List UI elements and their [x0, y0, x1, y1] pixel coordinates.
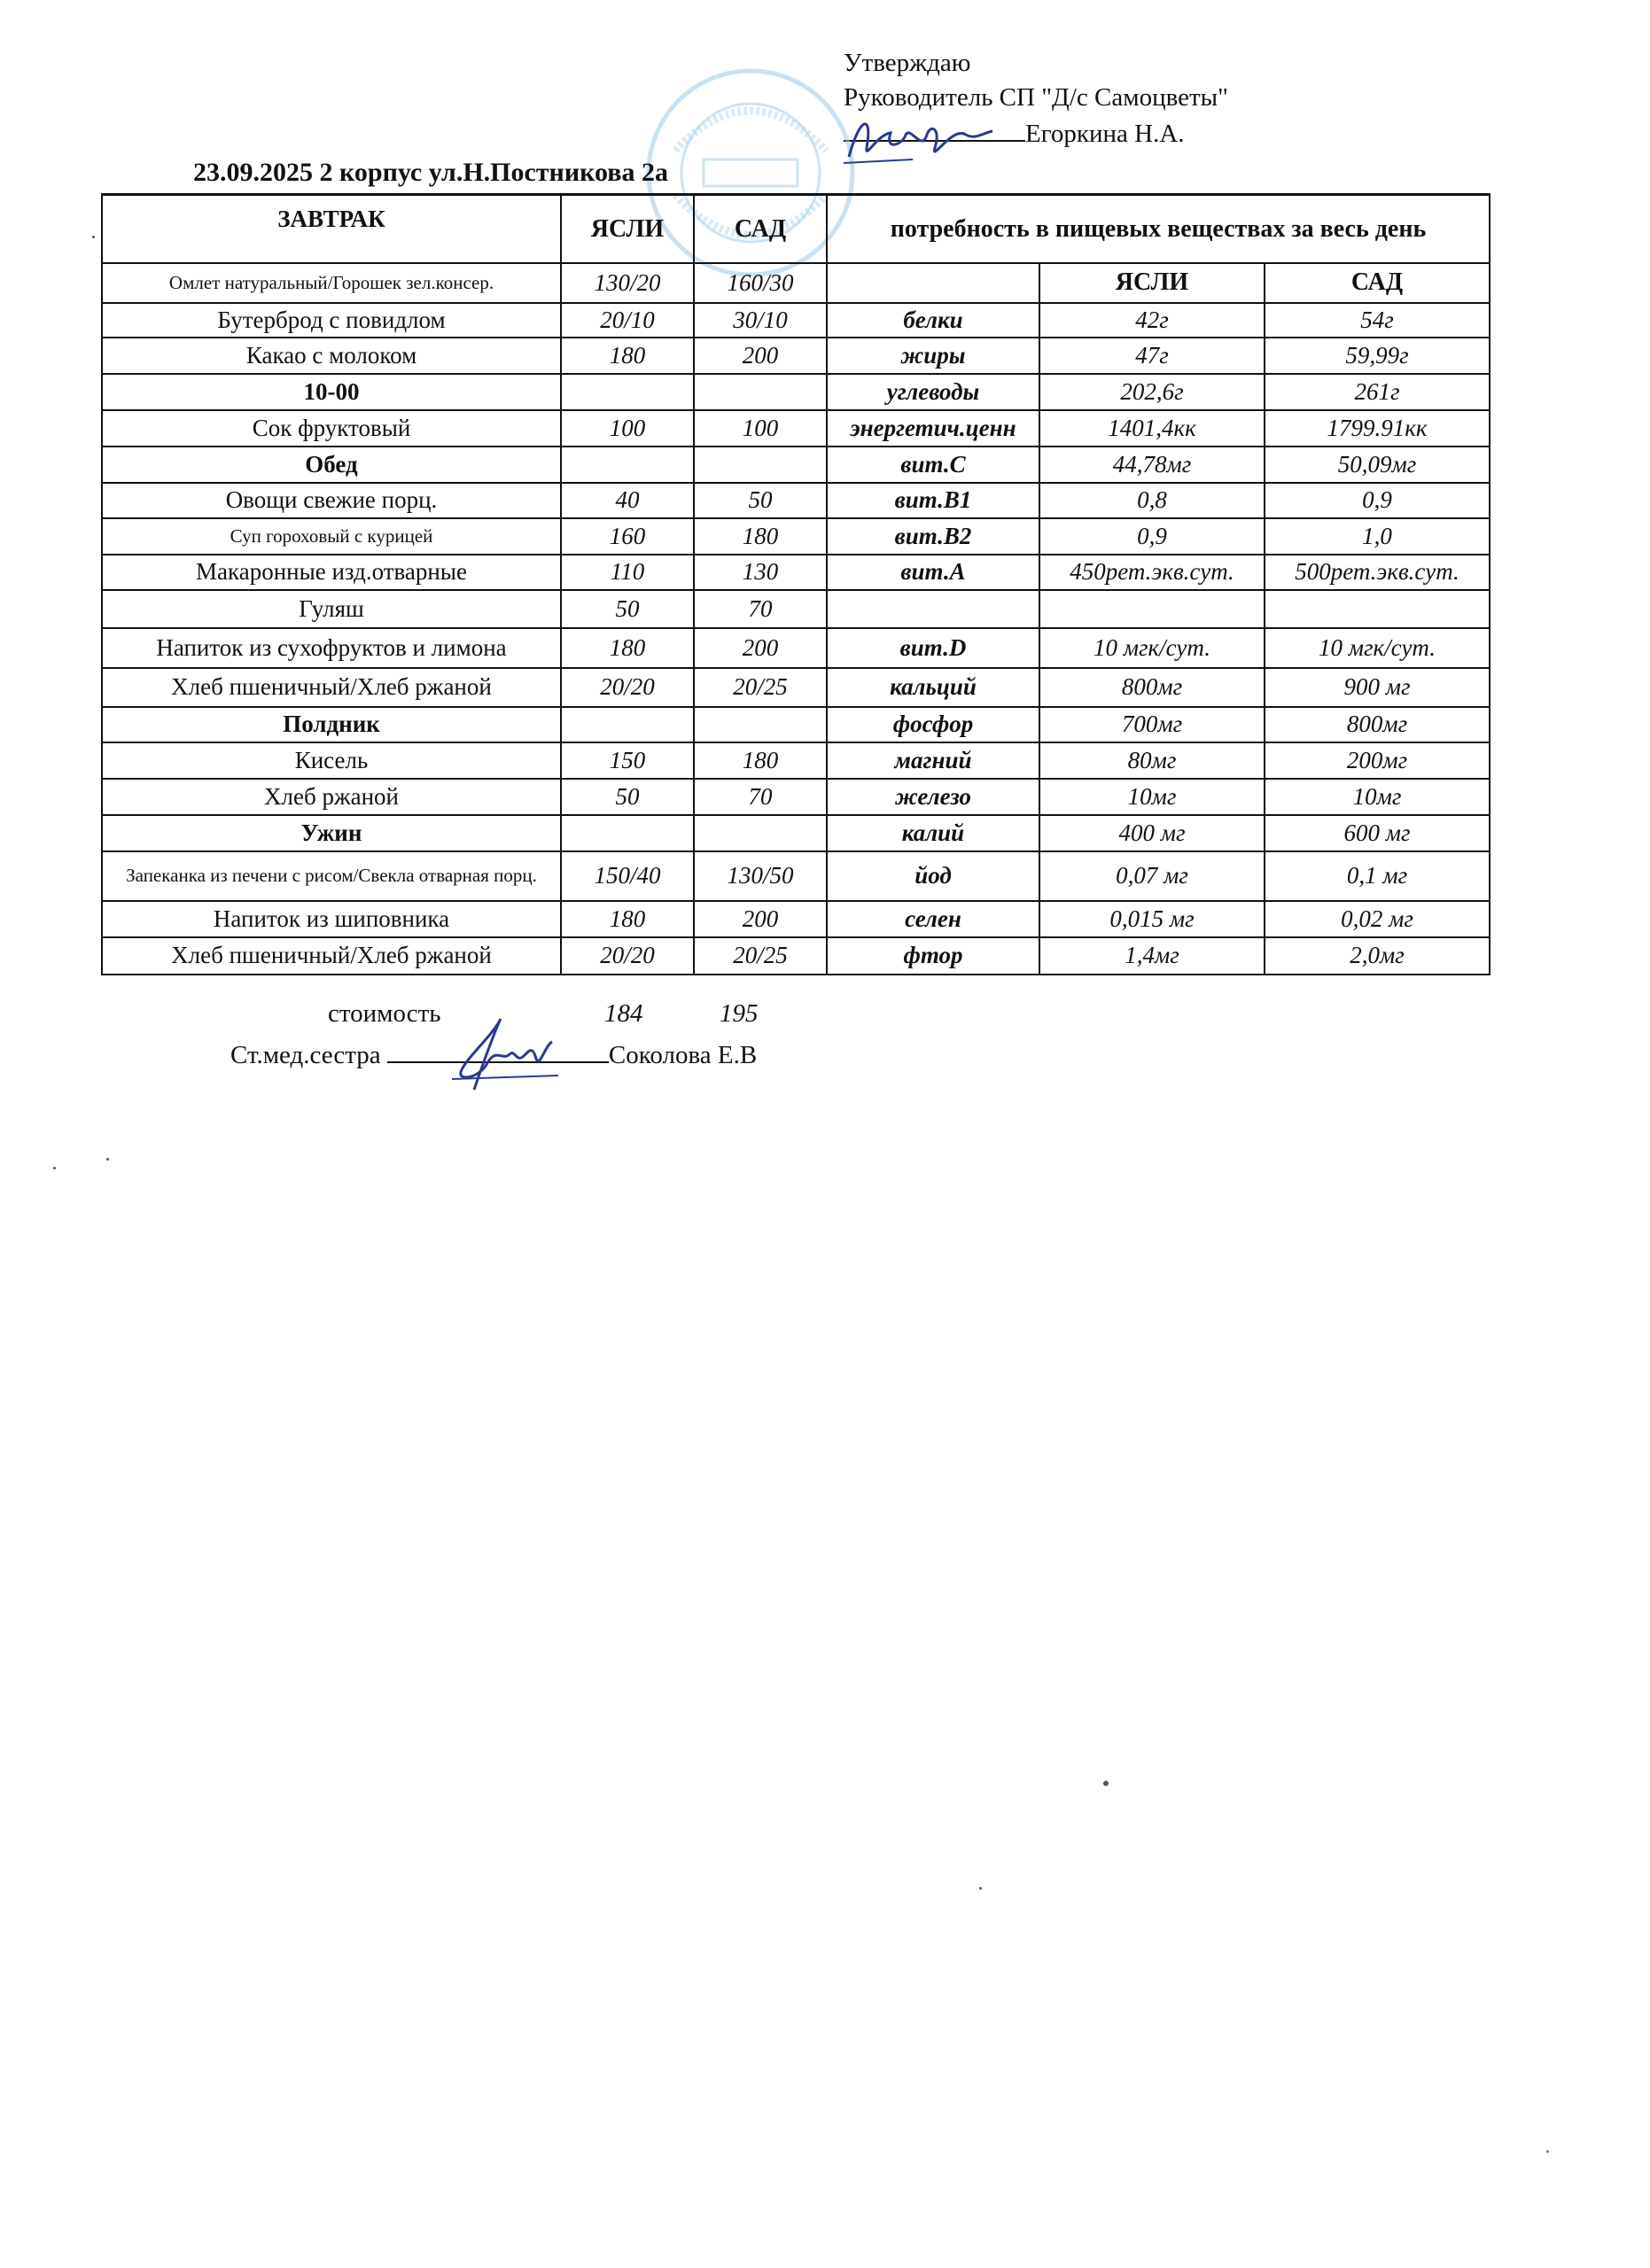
nutrient-sad	[1265, 590, 1490, 628]
portion-sad: 180	[694, 518, 827, 555]
nutrient-yasli: 10мг	[1039, 779, 1265, 815]
nutrient-name: фтор	[827, 937, 1039, 975]
nutrient-yasli: 1,4мг	[1039, 937, 1265, 975]
nutrient-name: энергетич.ценн	[827, 410, 1039, 447]
nutrient-sad: 600 мг	[1265, 815, 1490, 851]
nutrient-name: углеводы	[827, 374, 1039, 410]
nutrient-yasli: 10 мгк/сут.	[1039, 628, 1265, 668]
nutrient-name: вит.D	[827, 628, 1039, 668]
dish-name: Напиток из сухофруктов и лимона	[102, 628, 561, 668]
portion-sad: 50	[694, 483, 827, 518]
nutrient-name: жиры	[827, 338, 1039, 374]
nutrient-yasli: 47г	[1039, 338, 1265, 374]
portion-sad: 200	[694, 628, 827, 668]
table-row	[102, 851, 1490, 901]
table-row	[102, 779, 1490, 815]
portion-yasli: 180	[561, 338, 694, 374]
portion-sad: 200	[694, 338, 827, 374]
nutrient-yasli: 1401,4кк	[1039, 410, 1265, 447]
scan-speck	[106, 1158, 109, 1161]
portion-sad: 160/30	[694, 263, 827, 303]
portion-yasli: 180	[561, 628, 694, 668]
dish-name: Гуляш	[102, 590, 561, 628]
nutrient-sad: 200мг	[1265, 742, 1490, 779]
nutrient-yasli: 42г	[1039, 303, 1265, 338]
portion-yasli	[561, 374, 694, 410]
scan-speck	[1546, 2150, 1549, 2153]
nutrient-yasli	[1039, 590, 1265, 628]
portion-sad	[694, 374, 827, 410]
portion-yasli: 50	[561, 590, 694, 628]
portion-yasli: 160	[561, 518, 694, 555]
dish-name: Бутерброд с повидлом	[102, 303, 561, 338]
nutrient-name	[827, 590, 1039, 628]
nutrient-name: селен	[827, 901, 1039, 937]
nutrient-name: вит.А	[827, 555, 1039, 590]
director-signature-icon	[842, 108, 997, 170]
portion-yasli: 100	[561, 410, 694, 447]
table-row	[102, 668, 1490, 707]
nutrient-sad: 800мг	[1265, 707, 1490, 742]
dish-name: Хлеб пшеничный/Хлеб ржаной	[102, 937, 561, 975]
dish-name: Хлеб ржаной	[102, 779, 561, 815]
dish-name: Запеканка из печени с рисом/Свекла отварная порц.	[102, 851, 561, 901]
table-row	[102, 374, 1490, 410]
portion-yasli: 130/20	[561, 263, 694, 303]
dish-name: Сок фруктовый	[102, 410, 561, 447]
nutrient-name: вит.С	[827, 447, 1039, 483]
scan-speck	[92, 236, 95, 238]
portion-yasli	[561, 815, 694, 851]
scan-speck	[53, 1167, 56, 1169]
portion-sad: 100	[694, 410, 827, 447]
table-row	[102, 707, 1490, 742]
nutrient-sad: 54г	[1265, 303, 1490, 338]
portion-yasli: 20/20	[561, 668, 694, 707]
portion-sad: 70	[694, 779, 827, 815]
menu-table	[101, 193, 1490, 975]
nutrient-yasli: 0,8	[1039, 483, 1265, 518]
nutrient-yasli: 700мг	[1039, 707, 1265, 742]
portion-yasli	[561, 447, 694, 483]
approval-line1: Утверждаю	[844, 49, 971, 77]
portion-sad	[694, 815, 827, 851]
nutrient-name: железо	[827, 779, 1039, 815]
nurse-role: Ст.мед.сестра	[230, 1041, 381, 1069]
nutrient-sad: 500рет.экв.сут.	[1265, 555, 1490, 590]
nutrient-name: магний	[827, 742, 1039, 779]
portion-sad: 130	[694, 555, 827, 590]
nutrient-sad: 2,0мг	[1265, 937, 1490, 975]
portion-sad: 70	[694, 590, 827, 628]
scan-speck	[1103, 1781, 1109, 1786]
dish-name: Суп гороховый с курицей	[102, 518, 561, 555]
portion-sad: 20/25	[694, 937, 827, 975]
portion-yasli: 20/20	[561, 937, 694, 975]
table-row	[102, 628, 1490, 668]
cost-yasli: 184	[604, 999, 643, 1028]
dish-name: Овощи свежие порц.	[102, 483, 561, 518]
nutrient-name: вит.В2	[827, 518, 1039, 555]
meal-section-label: 10-00	[102, 374, 561, 410]
meal-section-label: Обед	[102, 447, 561, 483]
nutrient-sad: 0,02 мг	[1265, 901, 1490, 937]
nutrient-name: калий	[827, 815, 1039, 851]
portion-sad	[694, 447, 827, 483]
nutrient-yasli: 800мг	[1039, 668, 1265, 707]
table-row	[102, 937, 1490, 975]
nutrient-yasli: 0,9	[1039, 518, 1265, 555]
table-row	[102, 590, 1490, 628]
header-sad: САД	[694, 195, 827, 263]
table-row	[102, 742, 1490, 779]
nutrient-yasli: 450рет.экв.сут.	[1039, 555, 1265, 590]
header-meal-breakfast: ЗАВТРАК	[102, 195, 561, 263]
table-row	[102, 303, 1490, 338]
portion-yasli: 150	[561, 742, 694, 779]
table-row	[102, 518, 1490, 555]
nutrient-name: кальций	[827, 668, 1039, 707]
nutrient-sad: 0,9	[1265, 483, 1490, 518]
nutrient-yasli: 0,07 мг	[1039, 851, 1265, 901]
nutrient-sad: 0,1 мг	[1265, 851, 1490, 901]
header-yasli: ЯСЛИ	[561, 195, 694, 263]
nutrient-sad: 50,09мг	[1265, 447, 1490, 483]
table-header-row	[102, 195, 1490, 263]
needs-header-yasli: ЯСЛИ	[1039, 263, 1265, 303]
nutrient-sad: 59,99г	[1265, 338, 1490, 374]
portion-yasli: 110	[561, 555, 694, 590]
needs-header-sad: САД	[1265, 263, 1490, 303]
table-row	[102, 815, 1490, 851]
nurse-name: Соколова Е.В	[608, 1041, 758, 1069]
portion-yasli	[561, 707, 694, 742]
approval-line2: Руководитель СП "Д/с Самоцветы"	[844, 83, 1228, 112]
needs-blank-cell	[827, 263, 1039, 303]
portion-yasli: 150/40	[561, 851, 694, 901]
portion-yasli: 40	[561, 483, 694, 518]
portion-sad: 200	[694, 901, 827, 937]
nutrient-yasli: 0,015 мг	[1039, 901, 1265, 937]
portion-yasli: 50	[561, 779, 694, 815]
portion-sad: 180	[694, 742, 827, 779]
table-row	[102, 447, 1490, 483]
nutrient-yasli: 44,78мг	[1039, 447, 1265, 483]
nutrient-yasli: 400 мг	[1039, 815, 1265, 851]
dish-name: Хлеб пшеничный/Хлеб ржаной	[102, 668, 561, 707]
portion-sad	[694, 707, 827, 742]
nutrient-name: йод	[827, 851, 1039, 901]
dish-name: Омлет натуральный/Горошек зел.консер.	[102, 263, 561, 303]
cost-sad: 195	[720, 999, 759, 1028]
nutrient-sad: 1,0	[1265, 518, 1490, 555]
dish-name: Кисель	[102, 742, 561, 779]
portion-sad: 30/10	[694, 303, 827, 338]
portion-yasli: 180	[561, 901, 694, 937]
table-row	[102, 555, 1490, 590]
nutrient-name: вит.В1	[827, 483, 1039, 518]
nutrient-sad: 900 мг	[1265, 668, 1490, 707]
nutrient-yasli: 202,6г	[1039, 374, 1265, 410]
nutrient-name: фосфор	[827, 707, 1039, 742]
dish-name: Какао с молоком	[102, 338, 561, 374]
table-row	[102, 263, 1490, 303]
dish-name: Макаронные изд.отварные	[102, 555, 561, 590]
dish-name: Напиток из шиповника	[102, 901, 561, 937]
portion-sad: 20/25	[694, 668, 827, 707]
cost-label: стоимость	[328, 999, 441, 1028]
header-needs: потребность в пищевых веществах за весь день	[827, 195, 1490, 263]
scan-speck	[979, 1887, 982, 1890]
table-row	[102, 338, 1490, 374]
nutrient-sad: 10 мгк/сут.	[1265, 628, 1490, 668]
portion-sad: 130/50	[694, 851, 827, 901]
meal-section-label: Ужин	[102, 815, 561, 851]
nutrient-sad: 261г	[1265, 374, 1490, 410]
approver-name: Егоркина Н.А.	[1025, 120, 1185, 148]
meal-section-label: Полдник	[102, 707, 561, 742]
nutrient-sad: 10мг	[1265, 779, 1490, 815]
table-row	[102, 410, 1490, 447]
nutrient-name: белки	[827, 303, 1039, 338]
table-row	[102, 483, 1490, 518]
document-title: 23.09.2025 2 корпус ул.Н.Постникова 2а	[193, 158, 668, 187]
nurse-signature-icon	[448, 1010, 563, 1099]
nutrient-yasli: 80мг	[1039, 742, 1265, 779]
portion-yasli: 20/10	[561, 303, 694, 338]
table-row	[102, 901, 1490, 937]
nutrient-sad: 1799.91кк	[1265, 410, 1490, 447]
